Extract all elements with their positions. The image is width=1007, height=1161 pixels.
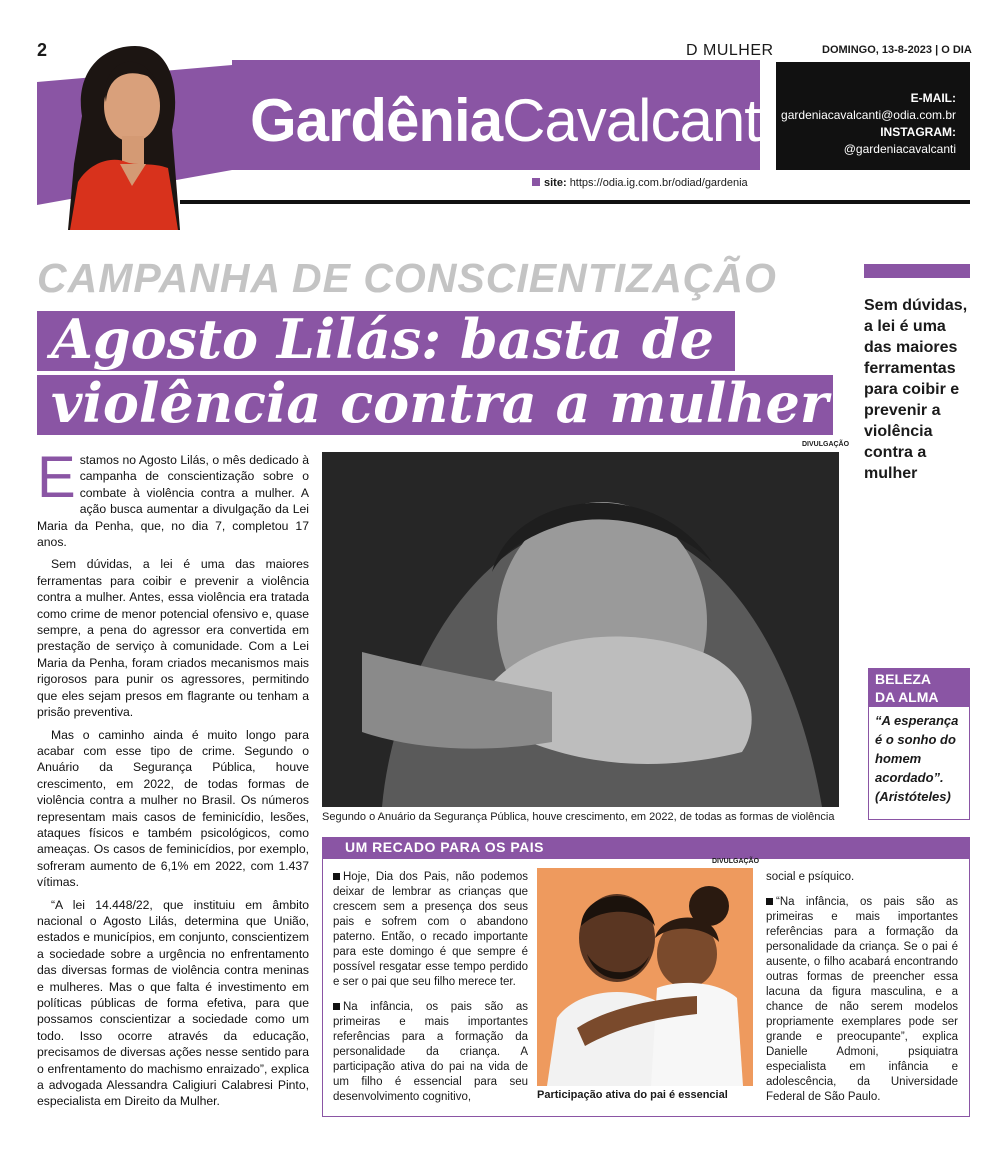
article-body	[37, 445, 309, 1116]
email-link[interactable]: gardeniacavalcanti@odia.com.br	[781, 108, 956, 122]
article-paragraph: Estamos no Agosto Lilás, o mês dedicado à campanha de conscientização sobre o combate à violência contra a mulher. A ação busca aumentar a divulgação da Lei Maria da Penha, que, no dia 7, completou 17 anos.	[37, 445, 309, 550]
bullet-square-icon	[766, 898, 773, 905]
column-name: GardêniaCavalcanti	[250, 87, 773, 154]
kicker: CAMPANHA DE CONSCIENTIZAÇÃO	[37, 255, 777, 301]
headline-line-1: Agosto Lilás: basta de	[37, 311, 735, 371]
photo-credit: DIVULGAÇÃO	[712, 858, 760, 865]
bullet-square-icon	[333, 873, 340, 880]
beleza-quote: “A esperança é o sonho do homem acordado”. (Aristóteles)	[875, 713, 959, 804]
beleza-da-alma-box	[868, 668, 970, 820]
recado-paragraph: Na infância, os pais são as primeiras e mais importantes referências para a formação da personalidade da criança. A participação ativa do pai na vida de um filho é essencial para seu desenvolvimento cognitivo,	[333, 1001, 528, 1103]
columnist-portrait	[60, 44, 190, 230]
headline-line-2: violência contra a mulher	[37, 375, 833, 435]
photo-credit: DIVULGAÇÃO	[802, 441, 850, 448]
recado-column-1	[333, 870, 528, 1115]
beleza-title: BELEZA DA ALMA	[869, 669, 969, 707]
photo-caption: Segundo o Anuário da Segurança Pública, houve crescimento, em 2022, de todas as formas de violência	[322, 811, 835, 823]
recado-paragraph: “Na infância, os pais são as primeiras e mais importantes referências para a formação da personalidade da criança. Se o pai é ausente, o filho acabará encontrando outras formas de preencher essa lacuna da figura masculina, e a chance de não serem modelos propriamente exemplares pode ser grande e preocupante”, explica Danielle Admoni, psiquiatra especialista em infância e adolescência, da Universidade Federal de São Paulo.	[766, 896, 958, 1103]
section-name: D MULHER	[686, 42, 774, 59]
father-daughter-photo	[537, 868, 753, 1086]
site-line: site: https://odia.ig.com.br/odiad/gardenia	[532, 177, 748, 189]
instagram-handle[interactable]: @gardeniacavalcanti	[843, 142, 956, 156]
bullet-square-icon	[532, 178, 540, 186]
instagram-label: INSTAGRAM:	[880, 125, 956, 139]
contact-box	[776, 62, 970, 170]
page-number: 2	[37, 40, 48, 60]
article-photo	[322, 452, 839, 807]
site-link[interactable]: https://odia.ig.com.br/odiad/gardenia	[569, 177, 748, 189]
article-paragraph: Sem dúvidas, a lei é uma das maiores ferramentas para coibir e prevenir a violência contra a mulher. Antes, essa violência era tratada como crime de menor potencial ofensivo e, quase sempre, a pena do agressor era convertida em prestação de serviço à comunidade. Com a Lei Maria da Penha, foram criados mecanismos mais rigorosos para punir os agressores, permitindo que eles sejam presos em flagrante ou tenham a prisão preventiva.	[37, 557, 309, 720]
dateline: DOMINGO, 13-8-2023 | O DIA	[822, 44, 972, 56]
drop-cap: E	[37, 445, 76, 510]
article-paragraph: Mas o caminho ainda é muito longo para acabar com esse tipo de crime. Segundo o Anuário da Segurança Pública, houve crescimento, em 2022, de todas formas de violência contra a mulher no Brasil. Os números representam mais casos de feminicídio, lesões, ataques físicos e também psicológicos, como ameaças. Os casos de feminicídios, por exemplo, sofreram aumento de 6,1% em 2022, com 1.437 vítimas.	[37, 727, 309, 890]
recado-paragraph: social e psíquico.	[766, 871, 855, 883]
bullet-square-icon	[333, 1003, 340, 1010]
pullquote: Sem dúvidas, a lei é uma das maiores ferramentas para coibir e prevenir a violência contra a mulher	[864, 297, 968, 482]
email-label: E-MAIL:	[910, 91, 956, 105]
recado-paragraph: Hoje, Dia dos Pais, não podemos deixar de lembrar as crianças que crescem sem a presença dos seus pais e sofrem com o abandono paterno. Então, o recado importante para este domingo é que sempre é possível resgatar esse tempo perdido e ser o pai que seu filho merece ter.	[333, 871, 528, 988]
pullquote-bar	[864, 264, 970, 278]
article-paragraph: “A lei 14.448/22, que instituiu em âmbito nacional o Agosto Lilás, determina que União, estados e municípios, em conjunto, conscientizem a sociedade sobre a urgência no enfrentamento das diversas formas de violência contra meninas e mulheres. Mas o que falta é investimento em políticas públicas de forma efetiva, para que possamos conscientizar a sociedade como um todo. Isso ocorre através da educação, precisamos de diversas ações nesse sentido para o enfrentamento do machismo enraizado”, explica a advogada Alessandra Caligiuri Calabresi Pinto, especialista em Direito da Mulher.	[37, 897, 309, 1109]
photo-caption: Participação ativa do pai é essencial	[537, 1089, 728, 1101]
recado-title: UM RECADO PARA OS PAIS	[345, 839, 544, 855]
recado-column-2	[766, 870, 958, 1115]
header-rule	[180, 200, 970, 204]
